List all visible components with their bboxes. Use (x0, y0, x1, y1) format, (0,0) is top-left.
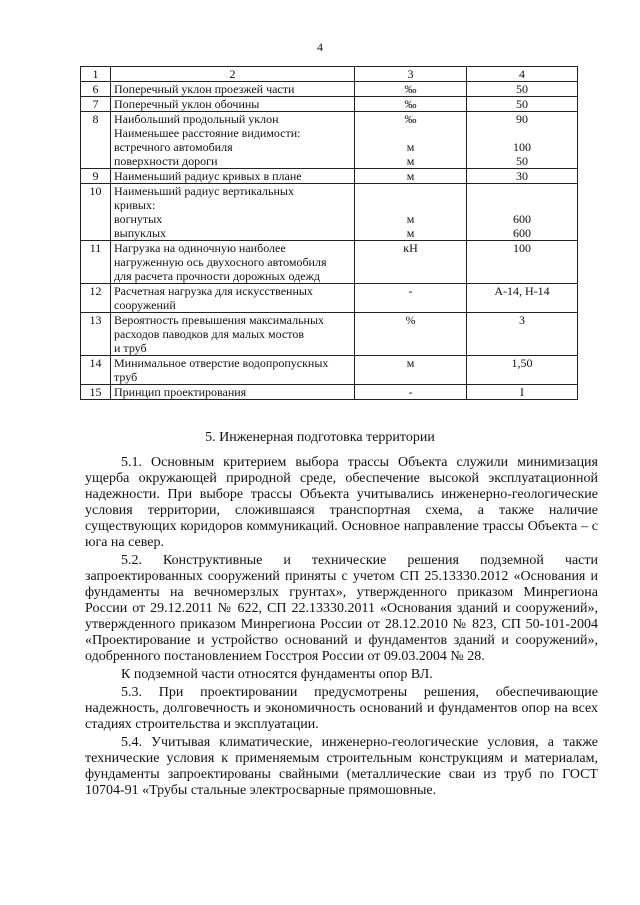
parameter-name-cell (111, 112, 355, 169)
value-line (470, 298, 574, 312)
unit-cell (355, 356, 467, 385)
table-body (81, 67, 578, 400)
value-line: 600 (513, 212, 531, 226)
table-row (81, 112, 578, 169)
parameter-name-line: выпуклых (114, 226, 167, 240)
parameter-name-cell (111, 184, 355, 241)
value-line (470, 184, 574, 198)
unit-line: м (406, 212, 415, 226)
unit-line: кН (403, 241, 418, 255)
value-line (470, 255, 574, 269)
parameter-name-line: сооружений (114, 298, 176, 312)
parameter-name-line: Наименьший радиус кривых в плане (114, 169, 302, 183)
row-number: 14 (81, 356, 111, 385)
unit-cell (355, 284, 467, 313)
parameter-name-line: для расчета прочности дорожных одежд (114, 269, 321, 283)
unit-line (358, 370, 463, 384)
unit-line (358, 255, 463, 269)
parameter-name-line: Расчетная нагрузка для искусственных (114, 284, 313, 298)
parameter-name-line: Нагрузка на одиночную наиболее (114, 241, 286, 255)
parameter-name-line: Принцип проектирования (114, 385, 247, 399)
value-cell (467, 313, 578, 356)
parameter-name-line: Наибольший продольный уклон (114, 112, 279, 126)
parameter-name-line: и труб (114, 341, 147, 355)
row-number: 7 (81, 97, 111, 112)
value-line (470, 198, 574, 212)
unit-cell (355, 313, 467, 356)
value-cell (467, 82, 578, 97)
table-header-cell: 4 (467, 67, 578, 82)
row-number: 13 (81, 313, 111, 356)
parameter-name-line: встречного автомобиля (114, 140, 233, 154)
value-line: 50 (516, 154, 528, 168)
value-line: 90 (516, 112, 528, 126)
unit-cell (355, 241, 467, 284)
value-line: А-14, Н-14 (494, 284, 550, 298)
value-line: 100 (513, 241, 531, 255)
value-line: 3 (519, 313, 525, 327)
parameter-name-line: Наименьший радиус вертикальных (114, 184, 294, 198)
unit-line: м (406, 140, 415, 154)
parameter-name-line: Наименьшее расстояние видимости: (114, 126, 301, 140)
value-line: I (520, 385, 524, 399)
unit-line (358, 269, 463, 283)
unit-line: м (406, 154, 415, 168)
value-cell (467, 112, 578, 169)
value-cell (467, 169, 578, 184)
parameter-name-line: Вероятность превышения максимальных (114, 313, 325, 327)
unit-line (358, 198, 463, 212)
parameter-name-cell (111, 385, 355, 400)
value-cell (467, 97, 578, 112)
table-row (81, 169, 578, 184)
value-line: 50 (516, 82, 528, 96)
value-cell (467, 385, 578, 400)
table-row (81, 284, 578, 313)
row-number: 6 (81, 82, 111, 97)
section-body (85, 455, 598, 801)
table-header-cell: 2 (111, 67, 355, 82)
paragraph: 5.2. Конструктивные и технические решения подземной части запроектированных сооружений приняты с учетом СП 25.13330.2012 «Основания и фундаменты на вечномерзлых грунтах», утвержденного приказом Минрегиона России от 29.12.2011 № 622, СП 22.13330.2011 «Основания зданий и сооружений», утвержденного приказом Минрегиона России от 28.12.2010 № 823, СП 50-101-2004 «Проектирование и устройство оснований и фундаментов зданий и сооружений», одобренного постановлением Госстроя России от 09.03.2004 № 28. (85, 553, 598, 664)
paragraph: 5.4. Учитывая климатические, инженерно-геологические условия, а также технические условия к применяемым строительным конструкциям и материалам, фундаменты запроектированы свайными (металлические сваи из труб по ГОСТ 10704-91 «Трубы стальные электросварные прямошовные. (85, 735, 598, 798)
unit-line (358, 298, 463, 312)
unit-cell (355, 97, 467, 112)
table-row (81, 385, 578, 400)
value-line: 1,50 (511, 356, 533, 370)
parameter-name-cell (111, 284, 355, 313)
row-number: 10 (81, 184, 111, 241)
value-line: 30 (516, 169, 528, 183)
table-row (81, 184, 578, 241)
parameter-name-line: кривых: (114, 198, 156, 212)
value-cell (467, 184, 578, 241)
table-row (81, 356, 578, 385)
unit-cell (355, 112, 467, 169)
parameter-name-line: Поперечный уклон обочины (114, 97, 260, 111)
parameter-name-line: вогнутых (114, 212, 163, 226)
parameter-name-cell (111, 356, 355, 385)
row-number: 11 (81, 241, 111, 284)
value-line: 50 (516, 97, 528, 111)
unit-line: ‰ (404, 82, 417, 96)
value-line (470, 327, 574, 341)
row-number: 9 (81, 169, 111, 184)
row-number: 15 (81, 385, 111, 400)
unit-line (358, 327, 463, 341)
unit-line: м (406, 356, 415, 370)
unit-line (358, 126, 463, 140)
unit-line: % (405, 313, 416, 327)
parameter-name-cell (111, 97, 355, 112)
row-number: 12 (81, 284, 111, 313)
unit-line: м (406, 169, 415, 183)
unit-cell (355, 385, 467, 400)
parameter-name-cell (111, 82, 355, 97)
row-number: 8 (81, 112, 111, 169)
parameter-name-cell (111, 169, 355, 184)
section-heading: 5. Инженерная подготовка территории (205, 430, 435, 445)
page-number: 4 (317, 40, 323, 54)
unit-cell (355, 184, 467, 241)
parameter-name-line: Минимальное отверстие водопропускных (114, 356, 329, 370)
value-line (470, 341, 574, 355)
unit-line: - (408, 385, 413, 399)
unit-line: ‰ (404, 97, 417, 111)
value-line (470, 370, 574, 384)
unit-line: - (408, 284, 413, 298)
value-line (470, 269, 574, 283)
value-line: 600 (513, 226, 531, 240)
parameter-name-line: труб (114, 370, 138, 384)
paragraph: К подземной части относятся фундаменты опор ВЛ. (121, 667, 433, 682)
table-row (81, 313, 578, 356)
value-line: 100 (513, 140, 531, 154)
unit-line: м (406, 226, 415, 240)
parameter-name-line: Поперечный уклон проезжей части (114, 82, 295, 96)
table-header-cell: 1 (81, 67, 111, 82)
value-line (470, 126, 574, 140)
road-parameters-table (80, 66, 578, 400)
parameter-name-cell (111, 313, 355, 356)
unit-line (358, 341, 463, 355)
unit-cell (355, 169, 467, 184)
unit-line: ‰ (404, 112, 417, 126)
table-row (81, 97, 578, 112)
table-header-row (81, 67, 578, 82)
paragraph: 5.3. При проектировании предусмотрены решения, обеспечивающие надежность, долговечность и экономичность оснований и фундаментов опор на всех стадиях строительства и эксплуатации. (85, 685, 598, 732)
value-cell (467, 241, 578, 284)
parameter-name-line: нагруженную ось двухосного автомобиля (114, 255, 327, 269)
unit-cell (355, 82, 467, 97)
value-cell (467, 284, 578, 313)
table-header-cell: 3 (355, 67, 467, 82)
table-row (81, 82, 578, 97)
paragraph: 5.1. Основным критерием выбора трассы Объекта служили минимизация ущерба окружающей природной среде, обеспечение высокой эксплуатационной надежности. При выборе трассы Объекта учитывались инженерно-геологические условия территории, сложившаяся транспортная схема, а также наличие существующих коридоров коммуникаций. Основное направление трассы Объекта – с юга на север. (85, 455, 598, 550)
table-row (81, 241, 578, 284)
value-cell (467, 356, 578, 385)
parameter-name-line: расходов паводков для малых мостов (114, 327, 305, 341)
parameter-name-cell (111, 241, 355, 284)
unit-line (358, 184, 463, 198)
parameter-name-line: поверхности дороги (114, 154, 218, 168)
